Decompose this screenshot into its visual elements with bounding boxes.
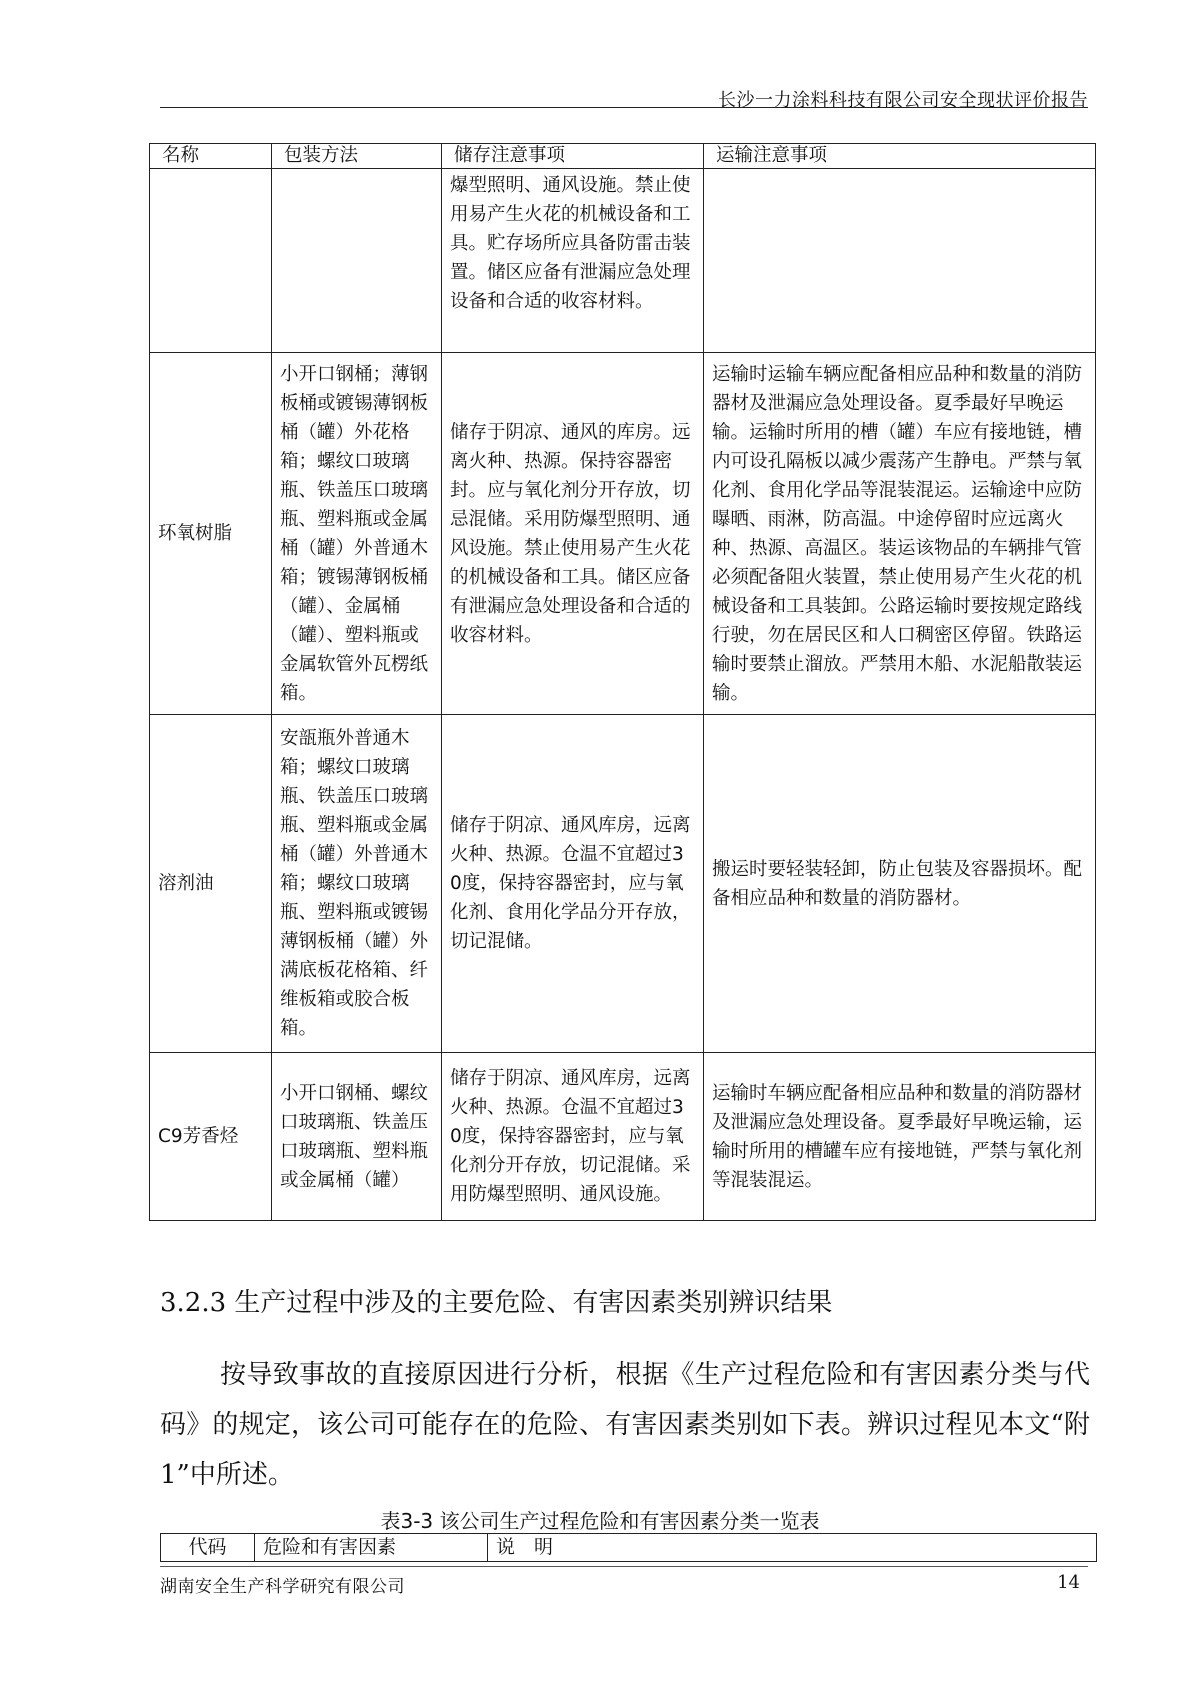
column-header-transport: 运输注意事项 — [704, 144, 1096, 169]
column-header-packaging: 包装方法 — [272, 144, 442, 169]
table-row — [150, 353, 1096, 715]
section-heading — [160, 1282, 832, 1319]
report-header-title: 长沙一力涂料科技有限公司安全现状评价报告 — [718, 90, 1088, 111]
cell-packaging: 小开口钢桶；薄钢板桶或镀锡薄钢板桶（罐）外花格箱；螺纹口玻璃瓶、铁盖压口玻璃瓶、塑料瓶或金属桶（罐）外普通木箱；镀锡薄钢板桶（罐）、金属桶（罐）、塑料瓶或金属软管外瓦楞纸箱。 — [272, 353, 442, 715]
section-number: 3.2.3 — [160, 1288, 227, 1318]
footer-rule — [160, 1566, 1088, 1567]
cell-packaging: 小开口钢桶、螺纹口玻璃瓶、铁盖压口玻璃瓶、塑料瓶或金属桶（罐） — [272, 1053, 442, 1221]
cell-storage: 储存于阴凉、通风库房，远离火种、热源。仓温不宜超过30度，保持容器密封，应与氧化剂分开存放，切记混储。采用防爆型照明、通风设施。 — [442, 1053, 704, 1221]
chemical-storage-transport-table — [149, 143, 1096, 1221]
cell-storage: 储存于阴凉、通风库房，远离火种、热源。仓温不宜超过30度，保持容器密封，应与氧化剂、食用化学品分开存放，切记混储。 — [442, 715, 704, 1053]
header-rule — [160, 107, 1088, 108]
cell-transport: 搬运时要轻装轻卸，防止包装及容器损坏。配备相应品种和数量的消防器材。 — [704, 715, 1096, 1053]
column-header-description: 说 明 — [488, 1534, 1097, 1562]
cell-storage: 爆型照明、通风设施。禁止使用易产生火花的机械设备和工具。贮存场所应具备防雷击装置。储区应备有泄漏应急处理设备和合适的收容材料。 — [442, 169, 704, 353]
hazard-factor-table — [160, 1533, 1097, 1562]
column-header-storage: 储存注意事项 — [442, 144, 704, 169]
cell-transport: 运输时运输车辆应配备相应品种和数量的消防器材及泄漏应急处理设备。夏季最好早晚运输。运输时所用的槽（罐）车应有接地链，槽内可设孔隔板以减少震荡产生静电。严禁与氧化剂、食用化学品等混装混运。运输途中应防曝晒、雨淋，防高温。中途停留时应远离火种、热源、高温区。装运该物品的车辆排气管必须配备阻火装置，禁止使用易产生火花的机械设备和工具装卸。公路运输时要按规定路线行驶，勿在居民区和人口稠密区停留。铁路运输时要禁止溜放。严禁用木船、水泥船散装运输。 — [704, 353, 1096, 715]
cell-name: C9芳香烃 — [150, 1053, 272, 1221]
column-header-factor: 危险和有害因素 — [255, 1534, 488, 1562]
cell-transport — [704, 169, 1096, 353]
table-row — [150, 715, 1096, 1053]
cell-packaging — [272, 169, 442, 353]
table-header-row — [150, 144, 1096, 169]
cell-name — [150, 169, 272, 353]
table-caption: 表3-3 该公司生产过程危险和有害因素分类一览表 — [380, 1509, 820, 1533]
table-header-row — [161, 1534, 1097, 1562]
column-header-name: 名称 — [150, 144, 272, 169]
cell-name: 溶剂油 — [150, 715, 272, 1053]
footer-organization: 湖南安全生产科学研究有限公司 — [160, 1577, 405, 1597]
section-title: 生产过程中涉及的主要危险、有害因素类别辨识结果 — [234, 1288, 833, 1318]
section-paragraph: 按导致事故的直接原因进行分析，根据《生产过程危险和有害因素分类与代码》的规定，该公司可能存在的危险、有害因素类别如下表。辨识过程见本文“附1”中所述。 — [160, 1360, 1090, 1490]
cell-packaging: 安瓿瓶外普通木箱；螺纹口玻璃瓶、铁盖压口玻璃瓶、塑料瓶或金属桶（罐）外普通木箱；螺纹口玻璃瓶、塑料瓶或镀锡薄钢板桶（罐）外满底板花格箱、纤维板箱或胶合板箱。 — [272, 715, 442, 1053]
cell-transport: 运输时车辆应配备相应品种和数量的消防器材及泄漏应急处理设备。夏季最好早晚运输，运输时所用的槽罐车应有接地链，严禁与氧化剂等混装混运。 — [704, 1053, 1096, 1221]
table-row — [150, 169, 1096, 353]
cell-name: 环氧树脂 — [150, 353, 272, 715]
column-header-code: 代码 — [161, 1534, 255, 1562]
page-number: 14 — [1057, 1572, 1080, 1593]
table-row — [150, 1053, 1096, 1221]
cell-storage: 储存于阴凉、通风的库房。远离火种、热源。保持容器密封。应与氧化剂分开存放，切忌混储。采用防爆型照明、通风设施。禁止使用易产生火花的机械设备和工具。储区应备有泄漏应急处理设备和合适的收容材料。 — [442, 353, 704, 715]
